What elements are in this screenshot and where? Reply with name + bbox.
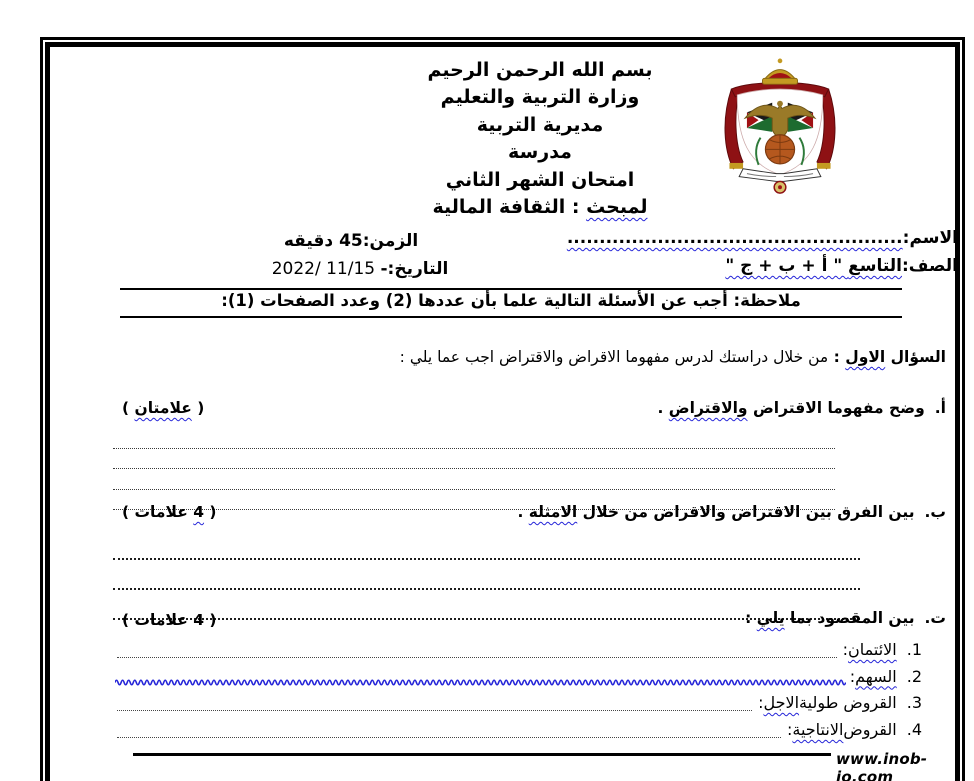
answer-line <box>113 449 835 470</box>
part-b-marks-pre: ( <box>204 503 217 521</box>
part-a-text-post: . <box>657 399 669 417</box>
footer-separator-line <box>133 753 831 756</box>
part-a-marks <box>122 399 204 417</box>
list-item <box>113 640 922 667</box>
class-grade: التاسع <box>848 256 902 276</box>
exam-title-line: امتحان الشهر الثاني <box>445 168 635 191</box>
question1-label-pre: السؤال <box>885 348 946 366</box>
question1-part-b <box>517 503 946 521</box>
answer-line <box>113 560 860 590</box>
question1-label-word: الاول <box>845 348 886 366</box>
question1-title <box>220 348 946 366</box>
item-3-pre: القروض طولية <box>799 693 897 713</box>
time-value: 45 دقيقه <box>283 231 363 251</box>
answer-line <box>113 428 835 449</box>
item-1-post: : <box>842 640 848 659</box>
part-a-number: أ. <box>934 399 946 417</box>
question1-text: من خلال دراستك لدرس مفهوما الاقراض والاقتراض اجب عما يلي : <box>399 348 829 366</box>
item-2-term: السهم <box>855 666 897 686</box>
subject-rest: : الثقافة المالية <box>432 196 587 219</box>
part-a-marks-pre: ( <box>191 399 205 417</box>
name-dotted-blank: .................................................... <box>566 228 903 248</box>
item-4-pre: القروض <box>843 719 897 739</box>
date-row <box>195 259 525 279</box>
directorate-line: مديرية التربية <box>476 113 604 136</box>
item-3-term: الاجل <box>763 693 800 713</box>
note-separator-line <box>120 316 902 318</box>
document-header <box>358 57 722 221</box>
item-2-post: : <box>849 666 856 686</box>
question1-part-c <box>745 609 946 627</box>
definition-list <box>113 640 922 746</box>
list-item <box>113 667 922 694</box>
watermark: www.inob-io.com <box>836 750 928 781</box>
jordan-coat-of-arms-icon <box>702 56 858 196</box>
item-1-dotted-blank <box>117 640 837 658</box>
part-c-marks <box>122 611 217 629</box>
exam-time-row <box>195 231 507 251</box>
class-label: الصف: <box>901 256 958 276</box>
question1-label-sep: : <box>828 348 846 366</box>
date-label: التاريخ:- <box>380 259 449 279</box>
item-4-dotted-blank <box>117 720 781 738</box>
part-c-text-wavy: يلي <box>756 609 785 627</box>
part-b-number: ب. <box>924 503 946 521</box>
class-row <box>725 256 958 276</box>
part-a-marks-wavy: علامتان <box>134 399 192 417</box>
part-c-marks-pre: ( 4 علامات ) <box>122 611 217 629</box>
item-4-term: الانتاجية <box>792 719 844 739</box>
name-label: الاسم: <box>902 228 958 248</box>
time-label: الزمن: <box>362 231 419 251</box>
part-b-text-post: . <box>517 503 529 521</box>
ministry-line: وزارة التربية والتعليم <box>440 86 640 109</box>
part-b-marks <box>122 503 217 521</box>
item-2-number: 2. <box>906 666 922 686</box>
part-c-text-post: : <box>745 609 757 627</box>
item-3-number: 3. <box>906 693 922 713</box>
subject-word: لمبحث <box>586 196 648 219</box>
part-a-answer-lines <box>113 428 835 510</box>
list-item <box>113 693 922 720</box>
item-3-dotted-blank <box>117 693 752 711</box>
list-item <box>113 720 922 747</box>
item-1-number: 1. <box>906 640 922 659</box>
question1-part-a <box>657 399 946 417</box>
part-c-number: ت. <box>924 609 946 627</box>
item-4-number: 4. <box>906 719 922 739</box>
part-a-marks-post: ) <box>122 399 135 417</box>
date-value: 2022/ 11/15 <box>271 259 376 279</box>
part-b-answer-lines <box>113 530 860 620</box>
item-2-wavy-blank <box>115 667 846 687</box>
part-b-text-pre: بين الفرق بين الاقتراض والاقراض من خلال <box>577 503 915 521</box>
part-b-marks-post: علامات ) <box>122 503 194 521</box>
part-c-text-pre: بين المقصود بما <box>784 609 915 627</box>
header-separator-line <box>120 288 902 290</box>
part-b-marks-wavy: 4 <box>193 503 205 521</box>
instructions-note: ملاحظة: أجب عن الأسئلة التالية علما بأن عددها (2) وعدد الصفحات (1): <box>221 291 801 310</box>
student-name-row <box>566 228 958 248</box>
school-line: مدرسة <box>508 141 572 164</box>
wavy-line <box>115 678 846 687</box>
part-a-text-pre: وضح مفهوما الاقتراض <box>747 399 925 417</box>
subject-line <box>358 194 722 221</box>
item-4-post: : <box>786 719 793 739</box>
part-b-text-wavy: الامثلة <box>528 503 578 521</box>
basmala-line: بسم الله الرحمن الرحيم <box>427 59 653 81</box>
answer-line <box>113 530 860 560</box>
item-1-term: الائتمان <box>847 640 897 659</box>
class-sections: " أ + ب + ج " <box>725 256 849 276</box>
part-a-text-wavy: والاقتراض <box>668 399 748 417</box>
answer-line <box>113 469 835 490</box>
item-3-post: : <box>758 693 764 713</box>
